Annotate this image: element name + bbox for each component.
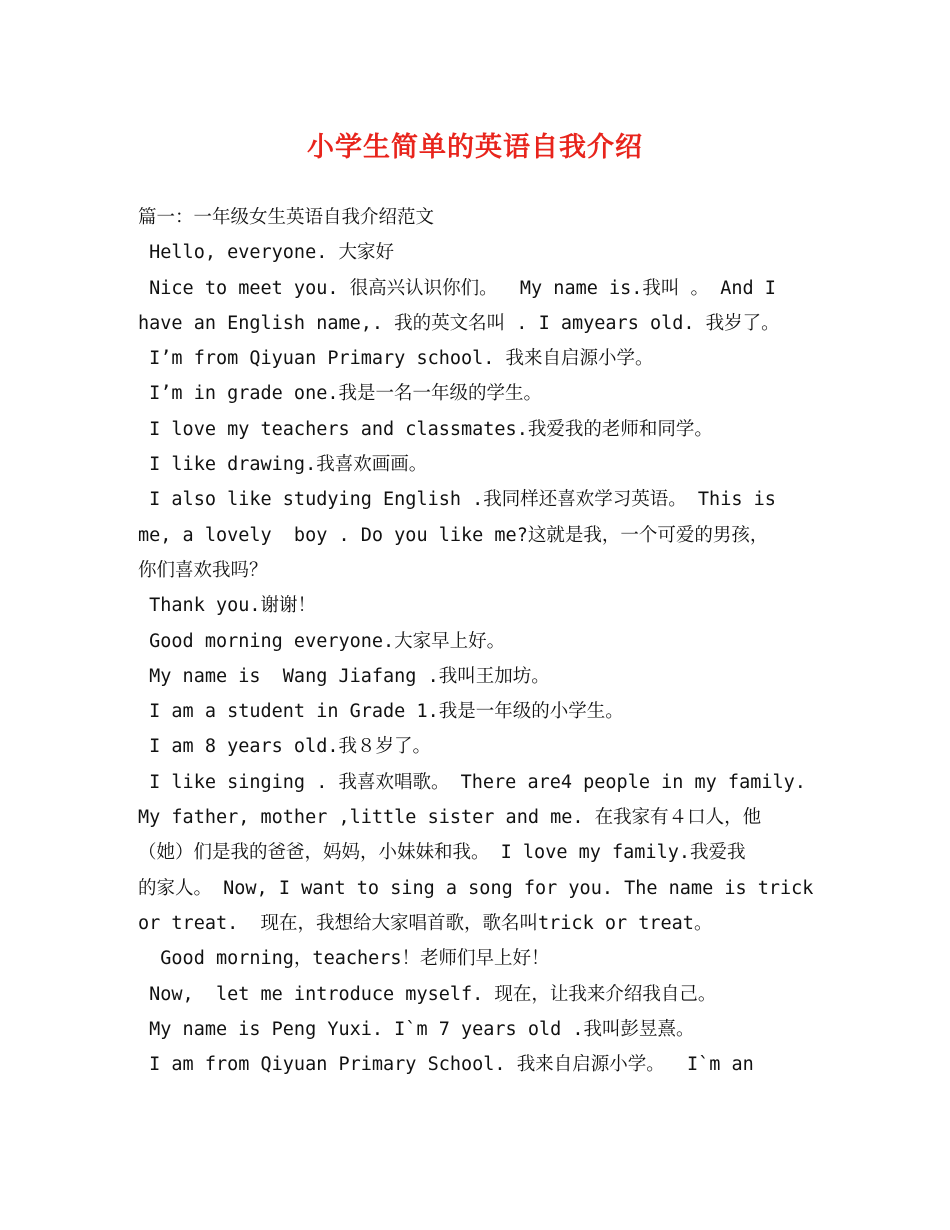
text-line: My name is Wang Jiafang .我叫王加坊。: [138, 665, 550, 687]
text-line: Good morning，teachers！老师们早上好！: [138, 948, 550, 970]
text-line: Hello, everyone. 大家好: [138, 242, 394, 264]
text-line: I’m from Qiyuan Primary school. 我来自启源小学。: [138, 348, 654, 370]
text-line: I am from Qiyuan Primary School. 我来自启源小学。 I`m an: [138, 1054, 754, 1076]
text-line: I am a student in Grade 1.我是一年级的小学生。: [138, 701, 624, 723]
text-line: I like drawing.我喜欢画画。: [138, 454, 428, 476]
text-line: Thank you.谢谢！: [138, 595, 317, 617]
document-body: [138, 200, 818, 1082]
text-line: Good morning everyone.大家早上好。: [138, 630, 506, 652]
text-line: me, a lovely boy . Do you like me?这就是我，一个可爱的男孩，: [138, 524, 769, 546]
text-line: I am 8 years old.我８岁了。: [138, 736, 431, 758]
text-line: 的家人。 Now, I want to sing a song for you. The name is trick: [138, 877, 814, 899]
text-line: （她）们是我的爸爸，妈妈，小妹妹和我。 I love my family.我爱我: [138, 842, 746, 864]
text-line: I like singing . 我喜欢唱歌。 There are4 people in my family.: [138, 771, 806, 793]
text-line: My name is Peng Yuxi. I`m 7 years old .我叫彭昱熹。: [138, 1018, 695, 1040]
document-title: 小学生简单的英语自我介绍: [307, 132, 643, 163]
text-line: Now, let me introduce myself. 现在，让我来介绍我自己。: [138, 983, 717, 1005]
text-line: I love my teachers and classmates.我爱我的老师和同学。: [138, 418, 713, 440]
text-line: 你们喜欢我吗？: [138, 559, 268, 581]
section-heading: 篇一：一年级女生英语自我介绍范文: [138, 207, 435, 228]
text-line: I also like studying English .我同样还喜欢学习英语。 This is: [138, 489, 776, 511]
text-line: have an English name,. 我的英文名叫 . I amyears old. 我岁了。: [138, 312, 780, 334]
text-line: or treat. 现在，我想给大家唱首歌，歌名叫trick or treat。: [138, 912, 713, 934]
text-line: I’m in grade one.我是一名一年级的学生。: [138, 383, 542, 405]
text-line: Nice to meet you. 很高兴认识你们。 My name is.我叫 。 And I: [138, 277, 776, 299]
text-line: My father, mother ,little sister and me. 在我家有４口人，他: [138, 807, 762, 829]
